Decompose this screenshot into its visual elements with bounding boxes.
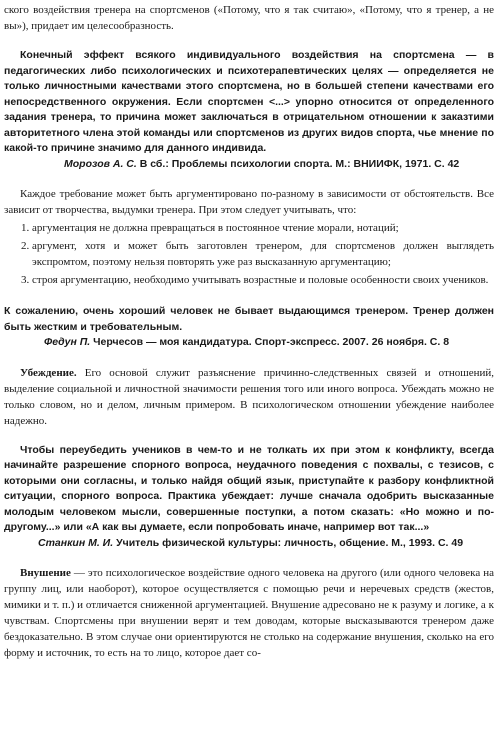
source-details-2: Черчесов — моя кандидатура. Спорт-экспресс. 2007. 26 ноября. С. 8 xyxy=(90,336,450,348)
source-details-3: Учитель физической культуры: личность, общение. М., 1993. С. 49 xyxy=(113,536,464,549)
source-author-3: Станкин М. И. xyxy=(38,536,114,549)
paragraph-requirements: Каждое требование может быть аргументировано по-разному в зависимости от обстоятельств. Все зависит от творчества, выдумки тренера. При этом следует учитывать, что: xyxy=(4,188,494,216)
document-page xyxy=(4,2,494,661)
source-author-1: Морозов А. С. xyxy=(64,157,137,170)
list-item: 2. аргумент, хотя и может быть заготовлен тренером, для спортсменов должен выглядеть экспромтом, поэтому нельзя повторять уже раз высказанную аргументацию; xyxy=(32,238,494,270)
list-item: 1. аргументация не должна превращаться в постоянное чтение морали, нотаций; xyxy=(32,220,494,236)
paragraph-persuasion xyxy=(4,365,494,429)
quote-source-1 xyxy=(4,157,494,173)
quote-block-3: Чтобы переубедить учеников в чем-то и не толкать их при этом к конфликту, всегда начинайте разрешение спорного вопроса, неудачного поведения с похвалы, с тезисов, с которыми они согласны, и только найдя общий язык, приступайте к разбору конфликтной ситуации, спорного вопроса. Практика убеждает: лучше сначала одобрить высказанные молодым человеком мысли, совершенные поступки, а потом сказать: «Но можно и по-другому...» или «А как вы думаете, если попробовать иначе, например вот так...» xyxy=(4,443,494,533)
argument-list xyxy=(4,220,494,288)
quote-source-2 xyxy=(4,335,494,351)
quote-block-1: Конечный эффект всякого индивидуального воздействия на спортсмена — в педагогических либо психологических и психотерапевтических целях — определяется не только личностными качествами этого спортсмена, но в большей степени качествами его непосредственного окружения. Если спортсмен <...> упорно относится от определенного задания тренера, то причина может заключаться в отрицательном отношении к заказтими авторитетного члена этой команды или спортсменов из других видов спорта, чье мнение по какой-то причине значимо для данного индивида. xyxy=(4,49,494,154)
quote-block-2: К сожалению, очень хороший человек не бывает выдающимся тренером. Тренер должен быть жестким и требовательным. xyxy=(4,305,494,333)
source-details-1: В сб.: Проблемы психологии спорта. М.: ВНИИФК, 1971. С. 42 xyxy=(136,157,460,170)
term-persuasion: Убеждение. xyxy=(20,366,77,379)
list-item: 3. строя аргументацию, необходимо учитывать возрастные и половые особенности своих учеников. xyxy=(32,272,494,288)
suggestion-text: — это психологическое воздействие одного человека на другого (или одного человека на группу лиц, или наоборот), которое осуществляется с помощью речи и неречевых средств (жестов, мимики и т. п.) и отличается сниженной аргументацией. Внушение адресовано не к разуму и логике, а к чувствам. Спортсмены при внушении верят и тем доводам, которые высказываются тренером даже бездоказательно. В этом случае они ориентируются не столько на содержание внушения, сколько на его форму и источник, то есть на то лицо, которое дает со- xyxy=(4,567,494,659)
persuasion-text: Его основой служит разъяснение причинно-следственных связей и отношений, выделение социальной и личностной значимости решения того или иного вопроса. Убеждать можно не только словом, но и делом, личным примером. В психологическом отношении убеждение наиболее надежно. xyxy=(4,366,494,427)
term-suggestion: Внушение xyxy=(20,567,71,579)
quote-source-3 xyxy=(4,536,494,552)
paragraph-continuation: ского воздействия тренера на спортсменов («Потому, что я так считаю», «Потому, что я тренер, а не вы»), придает им целесообразность. xyxy=(4,4,494,32)
paragraph-suggestion xyxy=(4,565,494,661)
source-author-2: Федун П. xyxy=(44,336,91,348)
